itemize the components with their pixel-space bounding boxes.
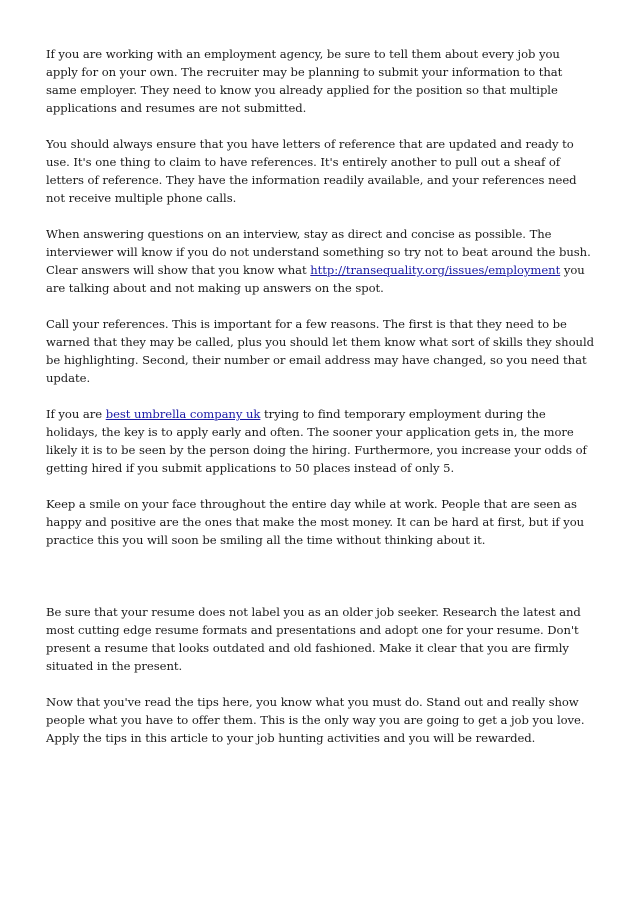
blank-gap	[46, 567, 594, 603]
article-body	[46, 45, 594, 765]
paragraph-interview-answers	[46, 225, 594, 297]
paragraph-resume-age: Be sure that your resume does not label you as an older job seeker. Research the latest and most cutting edge resume formats and presentations and adopt one for your resume. Don't present a resume that looks outdated and old fashioned. Make it clear that you are firmly situated in the present.	[46, 605, 581, 673]
paragraph-letters-of-reference: You should always ensure that you have letters of reference that are updated and ready to use. It's one thing to claim to have references. It's entirely another to pull out a sheaf of letters of reference. They have the information readily available, and your references need not receive multiple phone calls.	[46, 137, 577, 205]
paragraph-interview-answers-text-after: you are talking about and not making up answers on the spot.	[46, 263, 585, 295]
umbrella-company-link[interactable]: best umbrella company uk	[105, 407, 261, 421]
paragraph-keep-smile: Keep a smile on your face throughout the entire day while at work. People that are seen as happy and positive are the ones that make the most money. It can be hard at first, but if you practice this you will soon be smiling all the time without thinking about it.	[46, 497, 585, 547]
paragraph-call-references: Call your references. This is important for a few reasons. The first is that they need to be warned that they may be called, plus you should let them know what sort of skills they should be highlighting. Second, their number or email address may have changed, so you need that update.	[46, 317, 594, 385]
paragraph-conclusion: Now that you've read the tips here, you know what you must do. Stand out and really show people what you have to offer them. This is the only way you are going to get a job you love. Apply the tips in this article to your job hunting activities and you will be rewarded.	[46, 695, 585, 745]
paragraph-interview-answers-text-before: When answering questions on an interview, stay as direct and concise as possible. The interviewer will know if you do not understand something so try not to beat around the bush. Clear answers will show that you know what	[46, 227, 591, 277]
paragraph-temporary-employment-text-after: trying to find temporary employment during the holidays, the key is to apply early and often. The sooner your application gets in, the more likely it is to be seen by the person doing the hiring. Furthermore, you increase your odds of getting hired if you submit applications to 50 places instead of only 5.	[46, 407, 587, 475]
paragraph-employment-agency: If you are working with an employment agency, be sure to tell them about every job you apply for on your own. The recruiter may be planning to submit your information to that same employer. They need to know you already applied for the position so that multiple applications and resumes are not submitted.	[46, 47, 563, 115]
paragraph-temporary-employment-text-before: If you are	[46, 407, 106, 421]
transequality-link[interactable]: http://transequality.org/issues/employment	[310, 263, 561, 277]
paragraph-temporary-employment	[46, 405, 594, 477]
